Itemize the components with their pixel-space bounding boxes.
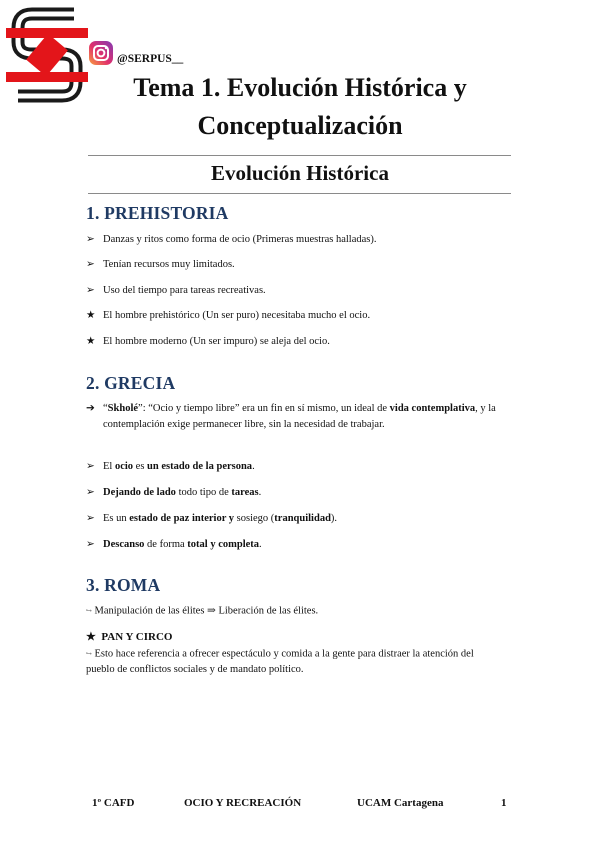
instagram-handle: @SERPUS__ bbox=[117, 53, 184, 65]
divider-bottom bbox=[88, 193, 511, 194]
arrowhead-bullet-icon: ➢ bbox=[86, 461, 95, 472]
list-item: ➢ Danzas y ritos como forma de ocio (Primeras muestras halladas). bbox=[86, 232, 501, 248]
star-bullet-icon: ★ bbox=[86, 631, 96, 643]
star-bullet-icon: ★ bbox=[86, 336, 96, 347]
arrow-bullet-icon: ➔ bbox=[86, 403, 95, 414]
heading-prehistoria: 1. PREHISTORIA bbox=[86, 203, 229, 223]
list-item: ★ El hombre prehistórico (Un ser puro) necesitaba mucho el ocio. bbox=[86, 308, 501, 324]
pan-y-circo-text: ↪ Esto hace referencia a ofrecer espectáculo y comida a la gente para distraer la atención del pueblo de conflictos sociales y de mandato político. bbox=[86, 648, 474, 676]
instagram-icon bbox=[88, 40, 114, 66]
list-item: ➢ Descanso de forma total y completa. bbox=[86, 537, 501, 553]
footer-university: UCAM Cartagena bbox=[357, 797, 444, 809]
footer-course: 1º CAFD bbox=[92, 797, 135, 809]
heading-grecia: 2. GRECIA bbox=[86, 373, 176, 393]
arrowhead-bullet-icon: ➢ bbox=[86, 285, 95, 296]
list-item: ➢ Es un estado de paz interior y sosiego (tranquilidad). bbox=[86, 511, 501, 527]
page-title-line-1: Tema 1. Evolución Histórica y bbox=[133, 73, 467, 102]
arrowhead-bullet-icon: ➢ bbox=[86, 259, 95, 270]
list-item: ➢ Tenían recursos muy limitados. bbox=[86, 257, 501, 273]
star-bullet-icon: ★ bbox=[86, 310, 96, 321]
arrowhead-bullet-icon: ➢ bbox=[86, 539, 95, 550]
list-item: ★ El hombre moderno (Un ser impuro) se aleja del ocio. bbox=[86, 334, 501, 350]
footer-subject: OCIO Y RECREACIÓN bbox=[184, 797, 302, 809]
page-number: 1 bbox=[501, 797, 507, 809]
list-item: ➔ “Skholé”: “Ocio y tiempo libre” era un fin en sí mismo, un ideal de vida contemplativa, y la contemplación exige permanecer libre, sin la necesidad de trabajar. bbox=[86, 403, 496, 430]
list-item: ➢ Uso del tiempo para tareas recreativas. bbox=[86, 283, 501, 299]
pan-y-circo-heading: ★ PAN Y CIRCO bbox=[86, 631, 173, 643]
heading-roma: 3. ROMA bbox=[86, 575, 161, 595]
small-arrow-icon: ↪ bbox=[86, 650, 92, 658]
list-item: ➢ Dejando de lado todo tipo de tareas. bbox=[86, 485, 501, 501]
arrowhead-bullet-icon: ➢ bbox=[86, 234, 95, 245]
roma-line: ↪ Manipulación de las élites ⇒ Liberación de las élites. bbox=[86, 605, 319, 617]
arrowhead-bullet-icon: ➢ bbox=[86, 513, 95, 524]
list-item: ➢ El ocio es un estado de la persona. bbox=[86, 459, 501, 475]
divider-top bbox=[88, 155, 511, 156]
section-subtitle: Evolución Histórica bbox=[211, 161, 389, 185]
page-title-line-2: Conceptualización bbox=[197, 111, 403, 140]
arrowhead-bullet-icon: ➢ bbox=[86, 487, 95, 498]
small-arrow-icon: ↪ bbox=[86, 607, 92, 615]
